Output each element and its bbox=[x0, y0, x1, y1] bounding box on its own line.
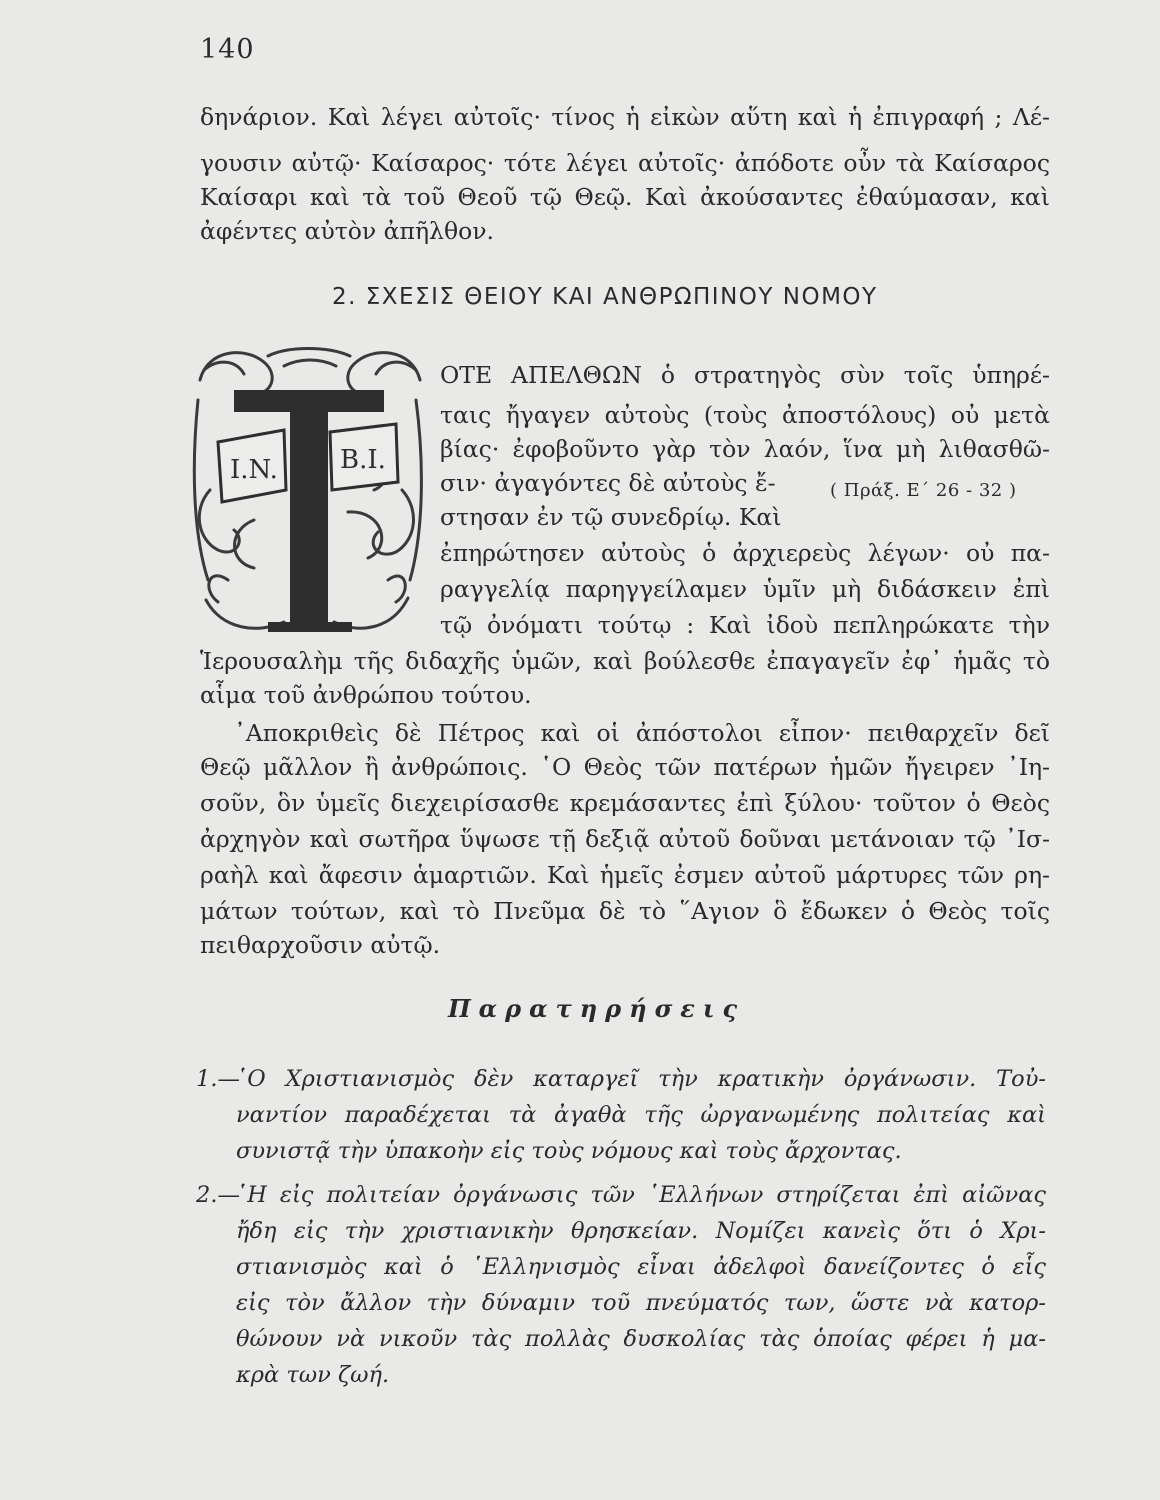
text-line: ραὴλ καὶ ἄφεσιν ἁμαρτιῶν. Καὶ ἡμεῖς ἐσμεν αὐτοῦ μάρτυρες τῶν ρη- bbox=[200, 861, 1050, 889]
text-line: βίας· ἐφοβοῦντο γὰρ τὸν λαόν, ἵνα μὴ λιθασθῶ- bbox=[440, 435, 1050, 463]
text-line: ταις ἤγαγεν αὐτοὺς (τοὺς ἀποστόλους) οὐ μετὰ bbox=[440, 401, 1050, 429]
citation: ( Πράξ. Ε΄ 26 - 32 ) bbox=[830, 480, 1017, 501]
note-line: εἰς τὸν ἄλλον τὴν δύναμιν τοῦ πνεύματός των, ὥστε νὰ κατορ- bbox=[236, 1290, 1046, 1316]
text-line: σοῦν, ὃν ὑμεῖς διεχειρίσασθε κρεμάσαντες ἐπὶ ξύλου· τοῦτον ὁ Θεὸς bbox=[200, 789, 1050, 817]
dropcap-banner-left: I.N. bbox=[230, 455, 278, 485]
note-line: στιανισμὸς καὶ ὁ ῾Ελληνισμὸς εἶναι ἀδελφοὶ δανείζοντες ὁ εἷς bbox=[236, 1254, 1046, 1280]
dropcap-letter: T bbox=[188, 340, 189, 341]
text-line: ΟΤΕ ΑΠΕΛΘΩΝ ὁ στρατηγὸς σὺν τοῖς ὑπηρέ- bbox=[440, 361, 1050, 389]
text-line: Ἱερουσαλὴμ τῆς διδαχῆς ὑμῶν, καὶ βούλεσθε ἐπαγαγεῖν ἐφ᾽ ἡμᾶς τὸ bbox=[200, 647, 1050, 675]
note-line: ἤδη εἰς τὴν χριστιανικὴν θρησκείαν. Νομίζει κανεὶς ὅτι ὁ Χρι- bbox=[236, 1218, 1046, 1244]
dropcap-banner-right: B.I. bbox=[340, 445, 386, 475]
text-line: ἀφέντες αὐτὸν ἀπῆλθον. bbox=[200, 217, 494, 245]
dropcap-ornament bbox=[188, 340, 428, 640]
section-heading: 2. ΣΧΕΣΙΣ ΘΕΙΟΥ ΚΑΙ ΑΝΘΡΩΠΙΝΟΥ ΝΟΜΟΥ bbox=[332, 284, 878, 310]
text-line: τῷ ὀνόματι τούτῳ : Καὶ ἰδοὺ πεπληρώκατε τὴν bbox=[440, 611, 1050, 639]
note-line: ναντίον παραδέχεται τὰ ἀγαθὰ τῆς ὠργανωμένης πολιτείας καὶ bbox=[236, 1102, 1046, 1128]
text-line: στησαν ἐν τῷ συνεδρίῳ. Καὶ bbox=[440, 503, 782, 531]
text-line: δηνάριον. Καὶ λέγει αὐτοῖς· τίνος ἡ εἰκὼν αὕτη καὶ ἡ ἐπιγραφή ; Λέ- bbox=[200, 103, 1050, 131]
text-line: αἷμα τοῦ ἀνθρώπου τούτου. bbox=[200, 681, 532, 709]
page-number: 140 bbox=[200, 34, 255, 65]
text-line: ἀρχηγὸν καὶ σωτῆρα ὕψωσε τῇ δεξιᾷ αὐτοῦ δοῦναι μετάνοιαν τῷ ᾽Ισ- bbox=[200, 825, 1050, 853]
text-line: ραγγελίᾳ παρηγγείλαμεν ὑμῖν μὴ διδάσκειν ἐπὶ bbox=[440, 575, 1050, 603]
text-line: ἐπηρώτησεν αὐτοὺς ὁ ἀρχιερεὺς λέγων· οὐ πα- bbox=[440, 539, 1050, 567]
note-line: συνιστᾷ τὴν ὑπακοὴν εἰς τοὺς νόμους καὶ τοὺς ἄρχοντας. bbox=[236, 1138, 902, 1164]
text-line: γουσιν αὐτῷ· Καίσαρος· τότε λέγει αὐτοῖς· ἀπόδοτε οὖν τὰ Καίσαρος bbox=[200, 149, 1050, 177]
text-line: Θεῷ μᾶλλον ἢ ἀνθρώποις. ῾Ο Θεὸς τῶν πατέρων ἡμῶν ἤγειρεν ᾽Ιη- bbox=[200, 753, 1050, 781]
observations-title: Παρατηρήσεις bbox=[448, 994, 746, 1023]
text-line: ᾽Αποκριθεὶς δὲ Πέτρος καὶ οἱ ἀπόστολοι εἶπον· πειθαρχεῖν δεῖ bbox=[234, 719, 1050, 747]
text-line: μάτων τούτων, καὶ τὸ Πνεῦμα δὲ τὸ ῞Αγιον ὃ ἔδωκεν ὁ Θεὸς τοῖς bbox=[200, 897, 1050, 925]
text-line: πειθαρχοῦσιν αὐτῷ. bbox=[200, 931, 441, 959]
note-line: ῾Η εἰς πολιτείαν ὀργάνωσις τῶν ῾Ελλήνων στηρίζεται ἐπὶ αἰῶνας bbox=[236, 1182, 1046, 1208]
note-line: κρὰ των ζωή. bbox=[236, 1362, 390, 1388]
note-line: θώνουν νὰ νικοῦν τὰς πολλὰς δυσκολίας τὰς ὁποίας φέρει ἡ μα- bbox=[236, 1326, 1046, 1352]
note-number: 2.— bbox=[196, 1182, 240, 1208]
text-line: σιν· ἀγαγόντες δὲ αὐτοὺς ἔ- bbox=[440, 469, 776, 497]
note-number: 1.— bbox=[196, 1066, 240, 1092]
note-line: ῾Ο Χριστιανισμὸς δὲν καταργεῖ τὴν κρατικὴν ὀργάνωσιν. Τοὐ- bbox=[236, 1066, 1046, 1092]
text-line: Καίσαρι καὶ τὰ τοῦ Θεοῦ τῷ Θεῷ. Καὶ ἀκούσαντες ἐθαύμασαν, καὶ bbox=[200, 183, 1050, 211]
